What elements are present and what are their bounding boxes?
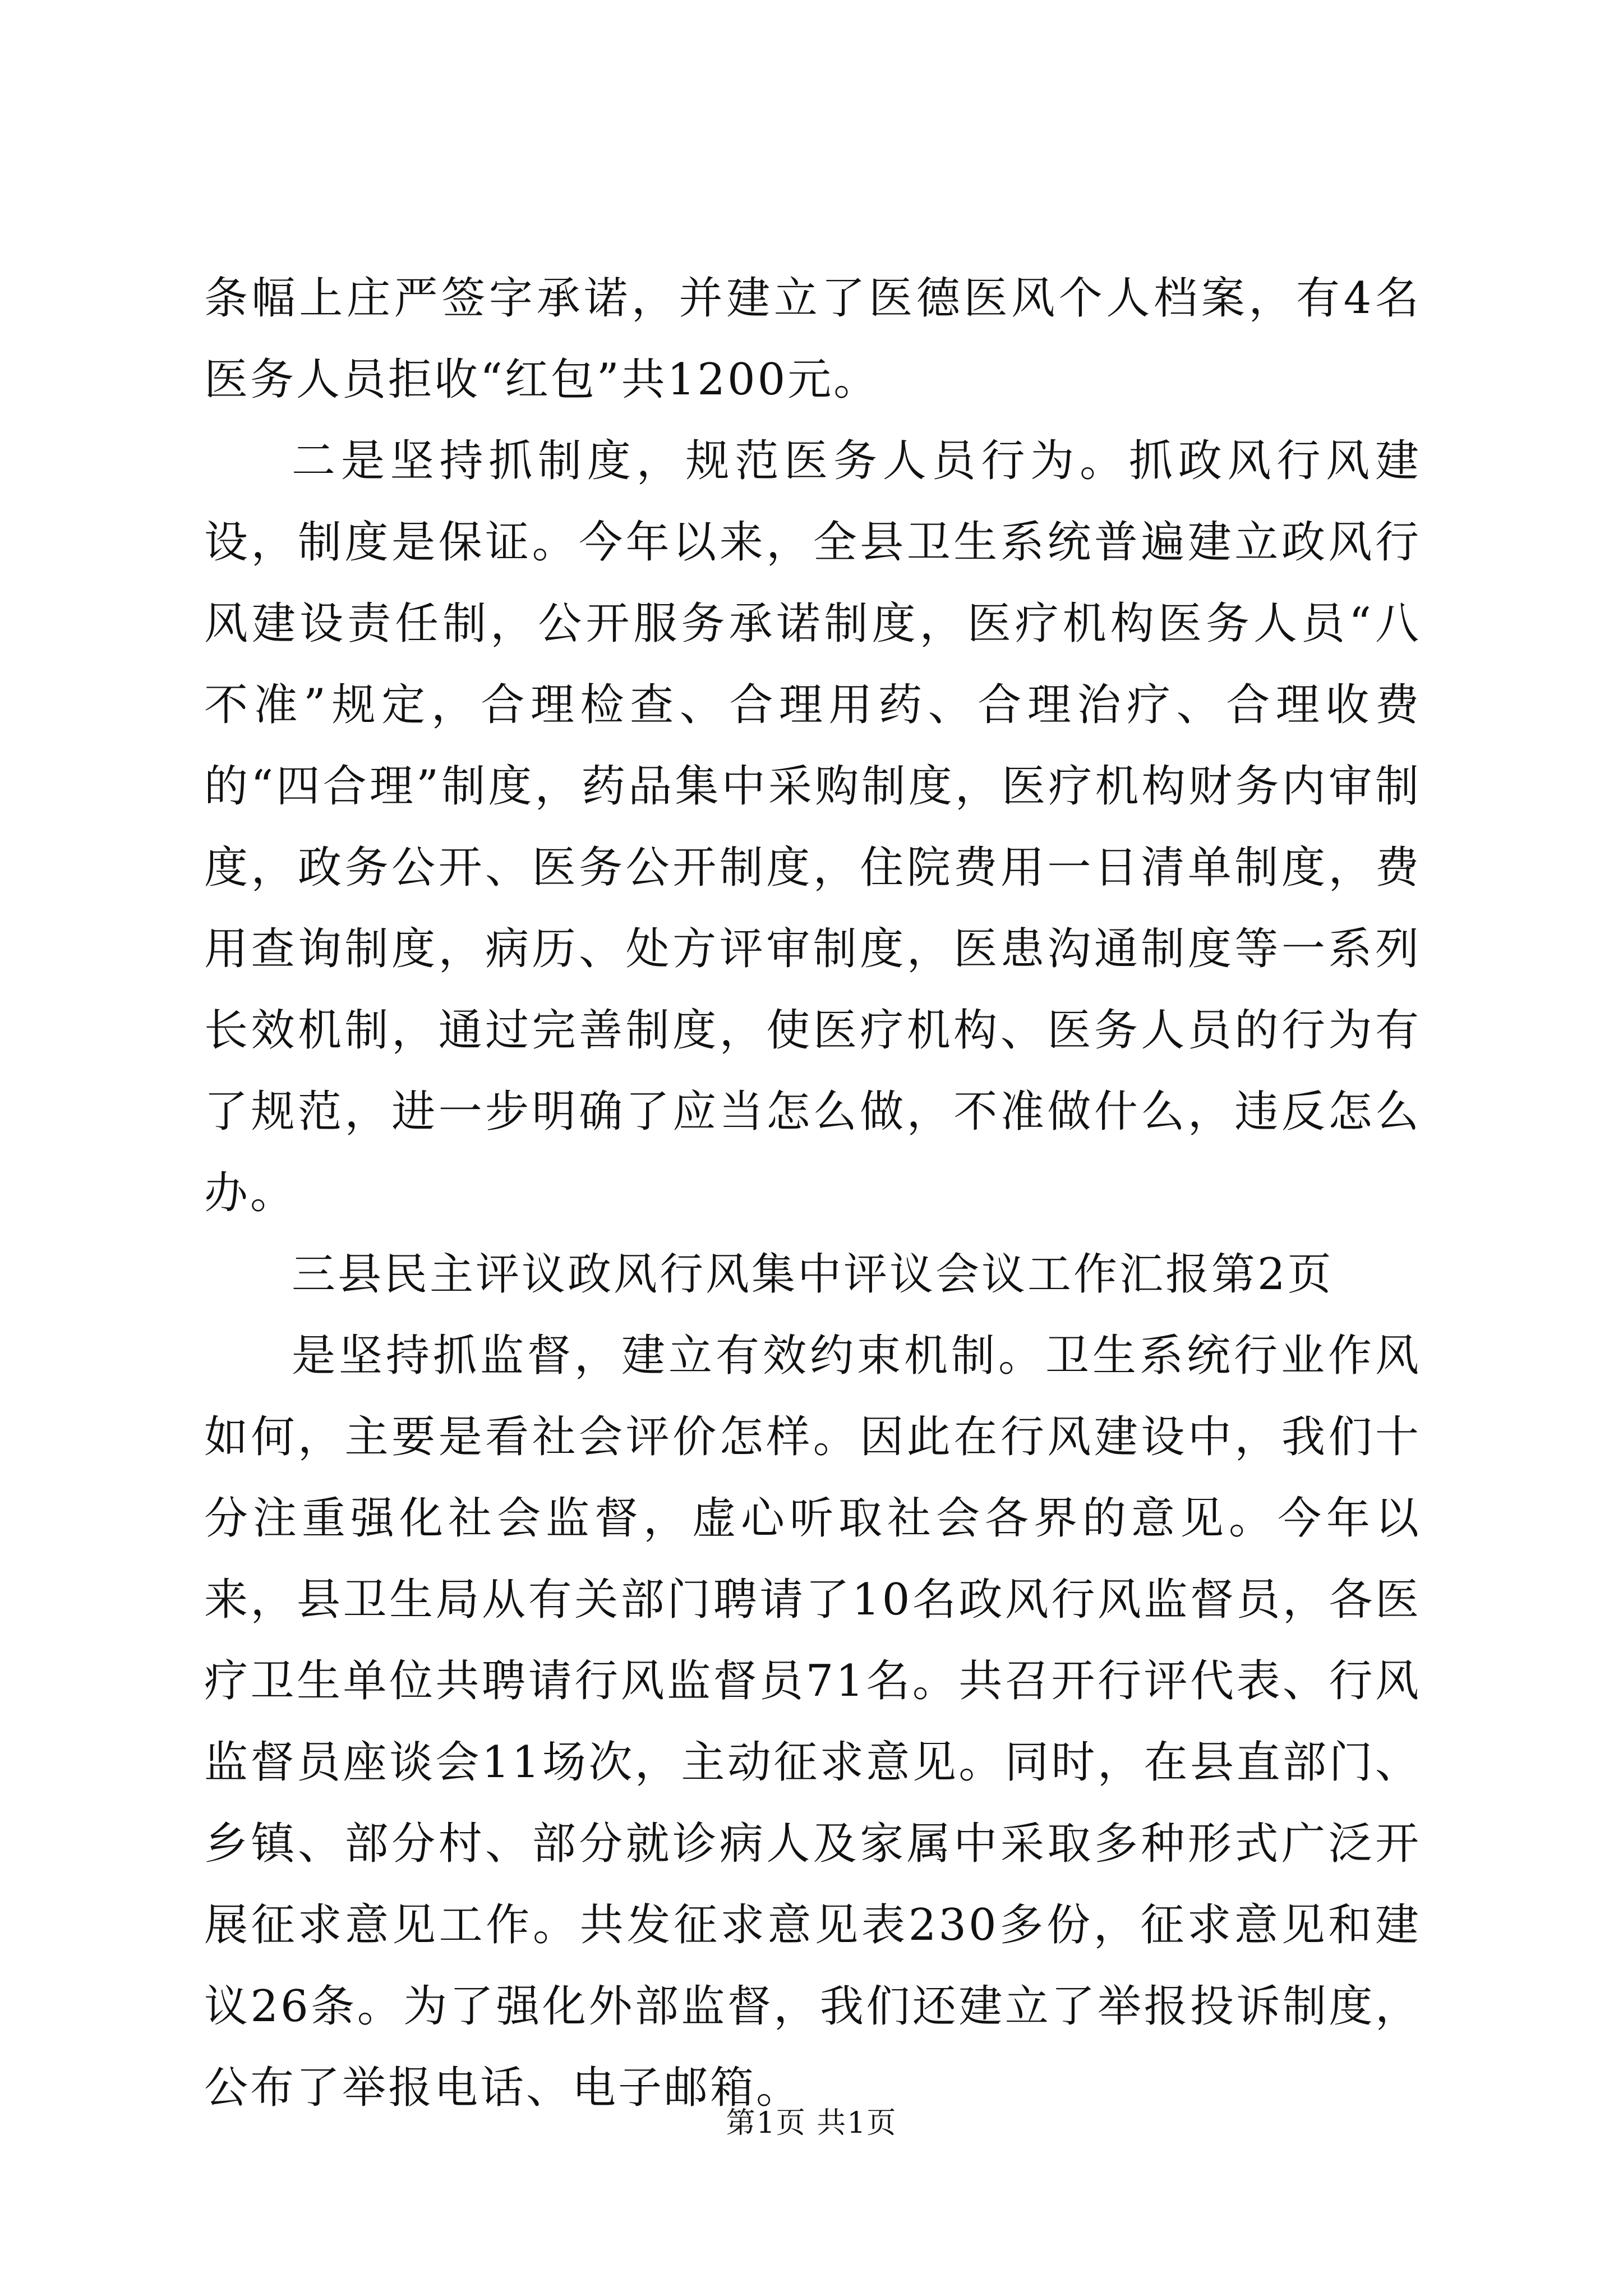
page-footer: 第1页 共1页 xyxy=(726,2106,897,2140)
paragraph-3: 是坚持抓监督，建立有效约束机制。卫生系统行业作风如何，主要是看社会评价怎样。因此在行风建设中，我们十分注重强化社会监督，虚心听取社会各界的意见。今年以来，县卫生局从有关部门聘请了10名政风行风监督员，各医疗卫生单位共聘请行风监督员71名。共召开行评代表、行风监督员座谈会11场次，主动征求意见。同时，在县直部门、乡镇、部分村、部分就诊病人及家属中采取多种形式广泛开展征求意见工作。共发征求意见表230多份，征求意见和建议26条。为了强化外部监督，我们还建立了举报投诉制度，公布了举报电话、电子邮箱。 xyxy=(204,1331,1421,2113)
section-heading-line: 三县民主评议政风行风集中评议会议工作汇报第2页 xyxy=(292,1249,1334,1300)
paragraph-1: 条幅上庄严签字承诺，并建立了医德医风个人档案，有4名医务人员拒收“红包”共1200元。 xyxy=(204,273,1421,405)
paragraph-2: 二是坚持抓制度，规范医务人员行为。抓政风行风建设，制度是保证。今年以来，全县卫生系统普遍建立政风行风建设责任制，公开服务承诺制度，医疗机构医务人员“八不准”规定，合理检查、合理用药、合理治疗、合理收费的“四合理”制度，药品集中采购制度，医疗机构财务内审制度，政务公开、医务公开制度，住院费用一日清单制度，费用查询制度，病历、处方评审制度，医患沟通制度等一系列长效机制，通过完善制度，使医疗机构、医务人员的行为有了规范，进一步明确了应当怎么做，不准做什么，违反怎么办。 xyxy=(204,436,1421,1218)
document-body xyxy=(204,258,1421,2129)
